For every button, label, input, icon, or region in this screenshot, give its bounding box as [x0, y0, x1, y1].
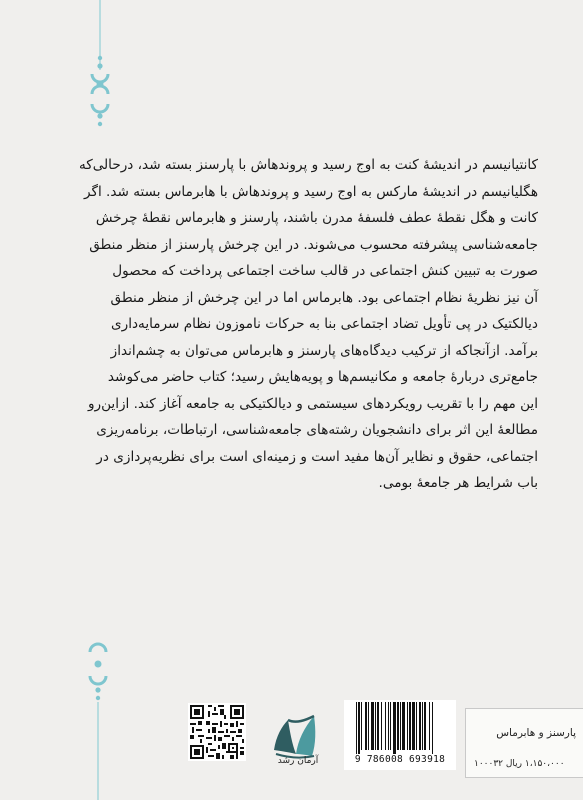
barcode-bar [388, 702, 389, 750]
text-line: این مهم را با تقریب رویکردهای سیستمی و دیالکتیکی به جامعه آغاز کند. ازاین‌رو [87, 395, 538, 412]
barcode-bar [385, 702, 386, 750]
text-line: جامعه‌شناسی پیشرفته محسوب می‌شوند. در این چرخش پارسنز از منظر منطق [89, 236, 538, 253]
text-line: برآمد. ازآنجاکه از ترکیب دیدگاه‌های پارسنز و هابرماس می‌توان به چشم‌انداز [110, 342, 538, 359]
text-line: جامع‌تری دربارهٔ جامعه و مکانیسم‌ها و پویه‌هایش رسید؛ کتاب حاضر می‌کوشد [107, 369, 538, 385]
barcode-bar [356, 702, 357, 754]
text-line: هگلیانیسم در اندیشهٔ مارکس به اوج رسید و پروندهاش با هابرماس بسته شد. اگر [83, 183, 538, 200]
barcode-bar [409, 702, 411, 750]
barcode [344, 700, 456, 770]
text-line: دیالکتیک در پی تأویل تضاد اجتماعی بنا به حرکات ناموزون نظام سرمایه‌داری [111, 316, 538, 332]
barcode-bar [375, 702, 376, 750]
barcode-bar [407, 702, 408, 750]
barcode-bar [365, 702, 367, 750]
barcode-bar [402, 702, 405, 750]
barcode-number: 9 786008 693918 [354, 754, 446, 765]
barcode-bar [419, 702, 421, 750]
bottom-ornament-icon [86, 640, 110, 800]
barcode-bar [368, 702, 369, 750]
text-line: آن نیز نظریهٔ نظام اجتماعی بود. هابرماس اما در این چرخش از منظر منطق [110, 289, 538, 306]
description-text [78, 152, 538, 497]
barcode-bar [422, 702, 423, 750]
barcode-bar [371, 702, 374, 750]
sticker-title: پارسنز و هابرماس [496, 727, 576, 739]
text-line: باب شرایط هر جامعهٔ بومی. [378, 475, 538, 491]
barcode-icon [348, 702, 452, 754]
barcode-bar [397, 702, 399, 750]
top-ornament-icon [88, 0, 112, 132]
barcode-bar [377, 702, 379, 750]
barcode-bar [429, 702, 430, 750]
text-line: کانتیانیسم در اندیشهٔ کنت به اوج رسید و پروندهاش با پارسنز بسته شد، درحالی‌که [78, 157, 538, 173]
barcode-bar [432, 702, 433, 754]
text-line: مطالعهٔ این اثر برای دانشجویان رشته‌های جامعه‌شناسی، ارتباطات، برنامه‌ریزی [96, 422, 538, 438]
barcode-bar [400, 702, 401, 750]
price-sticker [465, 708, 583, 778]
barcode-bar [416, 702, 417, 750]
barcode-bar [358, 702, 360, 754]
barcode-bar [390, 702, 391, 750]
barcode-bar [393, 702, 396, 754]
sticker-price: ۱،۱۵۰،۰۰۰ ریال ۱۰۰۰۳۲ [474, 759, 565, 769]
text-line: اجتماعی، حقوق و نظایر آن‌ها مفید است و زمینه‌ای است برای نظریه‌پردازی در [96, 448, 538, 465]
barcode-bar [412, 702, 415, 750]
text-line: کانت و هگل نقطهٔ عطف فلسفهٔ مدرن باشند، پارسنز و هابرماس نقطهٔ چرخش [95, 210, 538, 226]
barcode-bar [361, 702, 362, 750]
barcode-bar [381, 702, 382, 750]
qr-code-icon [188, 703, 246, 761]
text-line: صورت به تبیین کنش اجتماعی در قالب ساخت اجتماعی پرداخت که محصول [112, 263, 538, 279]
barcode-bar [424, 702, 426, 750]
publisher-name: آرمان رشد [277, 756, 319, 766]
